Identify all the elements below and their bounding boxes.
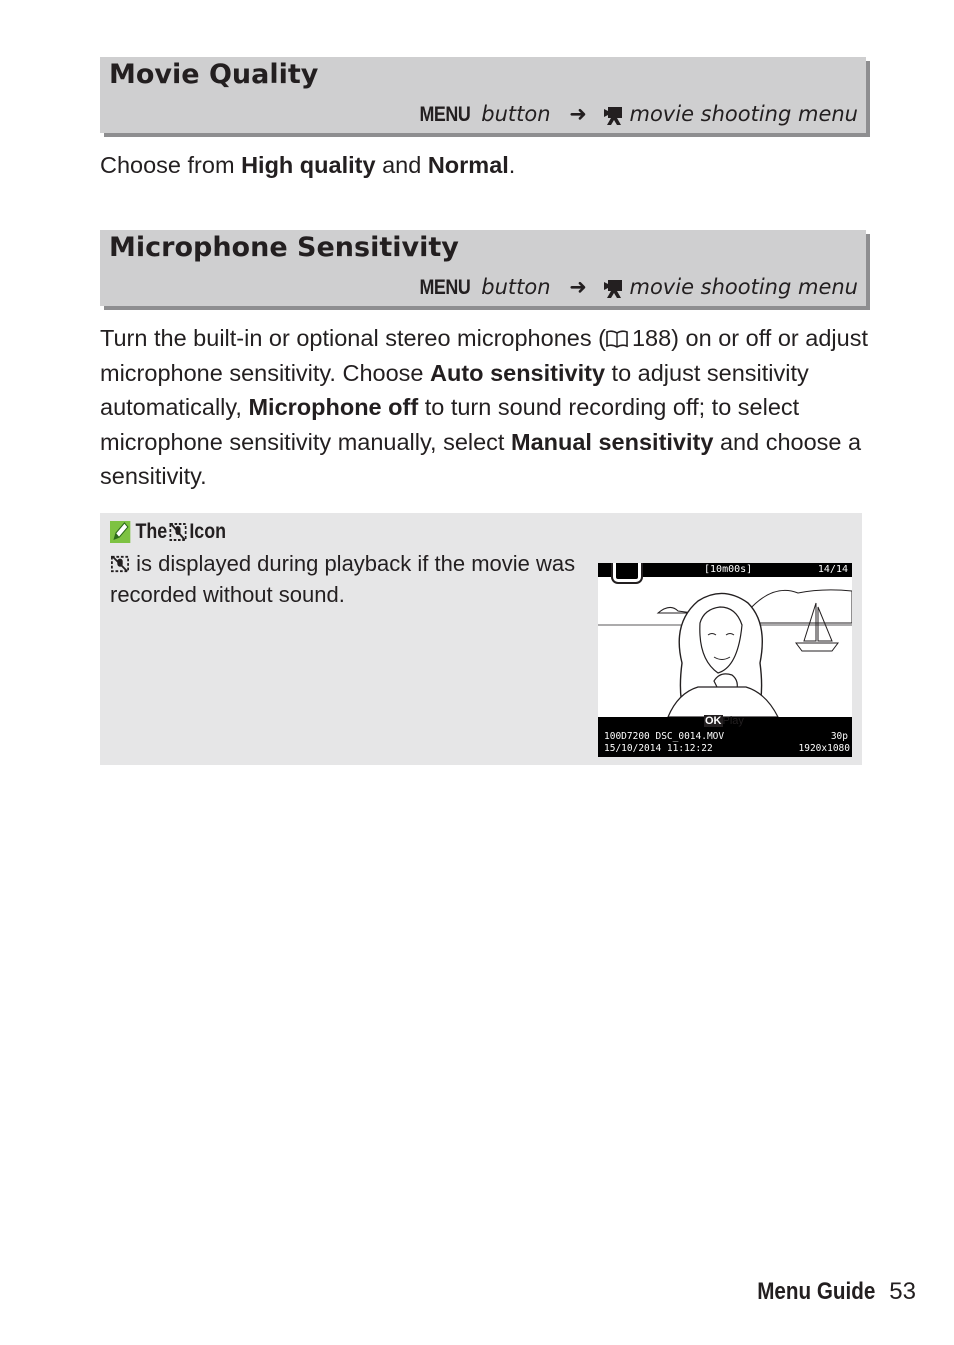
pencil-note-icon [110,521,130,543]
ok-play-label [704,715,744,727]
path-menu-text: movie shooting menu [629,275,858,299]
footer-section: Menu Guide [757,1278,876,1305]
text: to adjust sensitivity automatically, [100,359,809,421]
section-title: Movie Quality [109,59,319,90]
note-title [110,520,226,544]
text: . [508,152,516,178]
playback-image [598,563,852,757]
text: Turn the built-in or optional stereo microphones ( [100,325,606,351]
text: to turn sound recording off; to select microphone sensitivity manually, select [100,394,800,455]
frame-size: 1920x1080 [798,743,850,754]
ok-button-icon: OK [705,715,722,727]
option-manual-sensitivity: Manual sensitivity [511,428,714,455]
menu-path [415,102,858,127]
movie-quality-text [100,148,875,183]
microphone-sensitivity-text [100,321,875,494]
frame-rate: 30p [830,731,848,742]
file-info: 100D7200 DSC_0014.MOV [604,731,725,742]
arrow-right-icon: ➜ [569,102,587,126]
page-number: 53 [889,1278,916,1305]
arrow-right-icon: ➜ [569,275,587,299]
menu-path [415,275,858,300]
section-title: Microphone Sensitivity [109,232,459,263]
movie-camera-icon [604,105,626,125]
option-auto-sensitivity: Auto sensitivity [430,359,606,386]
option-high-quality: High quality [241,152,376,178]
option-normal: Normal [427,152,509,178]
text: Choose from [100,152,242,178]
mic-off-icon [110,555,130,573]
frame-count: 14/14 [817,564,848,575]
text: and [375,152,428,178]
movie-camera-icon [604,278,626,298]
mic-off-icon [169,522,188,542]
note-text [110,548,590,610]
movie-quality-header [100,57,866,133]
camera-playback-screen [598,563,852,757]
note-title-pre: The [135,520,168,543]
path-button-text: button [481,275,551,299]
note-box [100,513,862,765]
note-body: is displayed during playback if the movie was recorded without sound. [110,551,576,607]
option-microphone-off: Microphone off [248,394,419,421]
note-title-post: Icon [189,520,227,543]
path-menu-text: movie shooting menu [629,102,858,126]
text: ) on or off or adjust microphone sensitivity. Choose [100,325,868,386]
microphone-sensitivity-header [100,230,866,306]
menu-key: MENU [419,103,471,126]
page-ref[interactable]: 188 [631,325,672,351]
book-icon [606,330,628,348]
duration-readout: [10m00s] [704,564,753,575]
menu-key: MENU [419,276,471,299]
text: and choose a sensitivity. [100,428,862,490]
path-button-text: button [481,102,551,126]
page-footer [738,1278,916,1306]
date-time: 15/10/2014 11:12:22 [604,743,713,754]
play-label: Play [722,715,744,727]
duration: 10m00s [710,564,747,575]
